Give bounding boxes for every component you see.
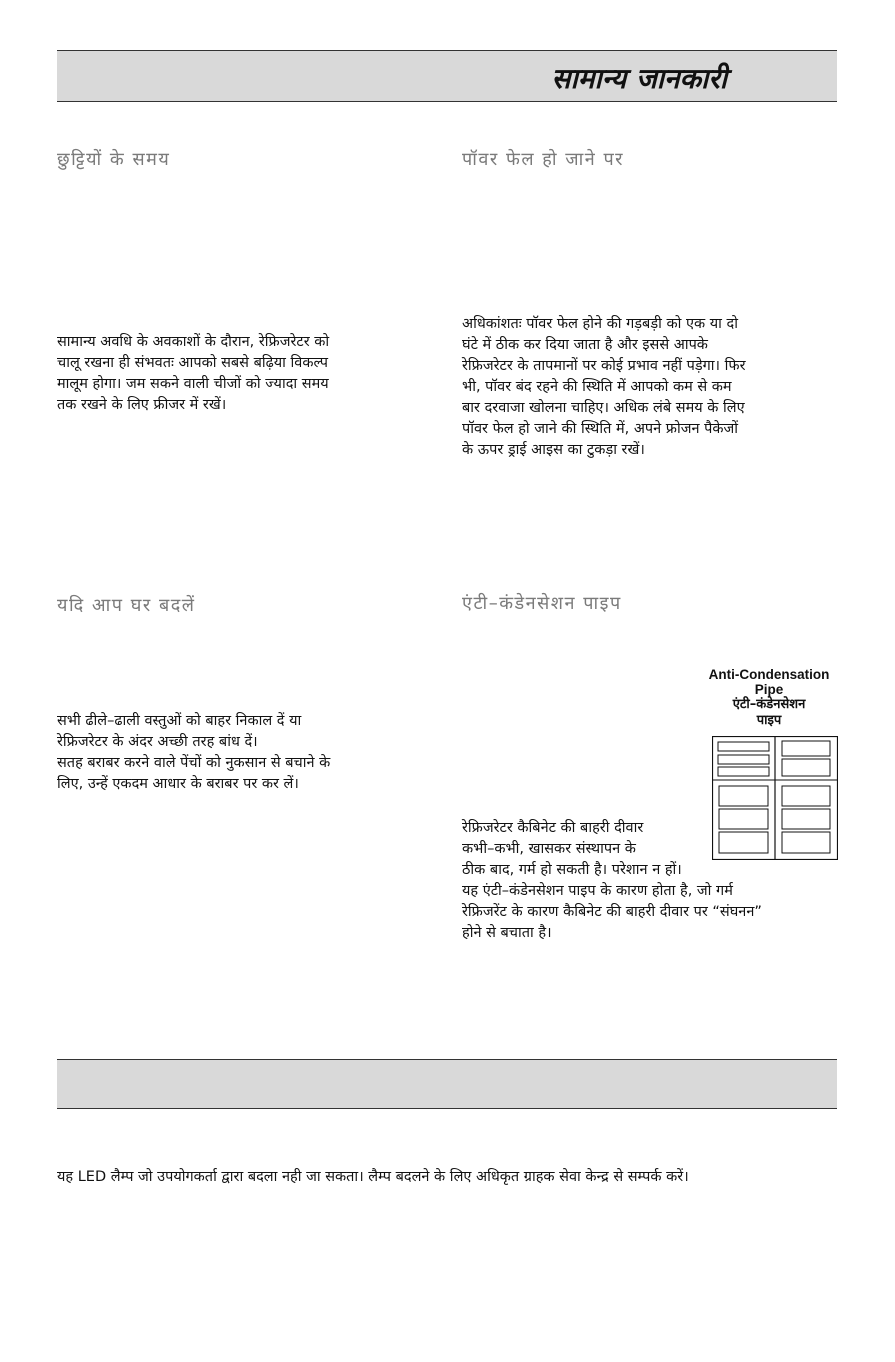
text-line: पॉवर फेल हो जाने की स्थिति में, अपने फ्रोजन पैकेजों bbox=[462, 421, 739, 437]
figure-label-hi: पाइप bbox=[756, 713, 782, 728]
text-line: बार दरवाजा खोलना चाहिए। अधिक लंबे समय के लिए bbox=[462, 400, 745, 416]
page-title: सामान्य जानकारी bbox=[551, 62, 727, 95]
power-failure-heading: पॉवर फेल हो जाने पर bbox=[462, 149, 625, 170]
footer-band bbox=[57, 1059, 837, 1109]
figure-label-en: Anti-Condensation bbox=[708, 667, 830, 682]
text-line: रेफ्रिजरेटर के तापमानों पर कोई प्रभाव नहीं पड़ेगा। फिर bbox=[462, 358, 746, 374]
text-line: कभी–कभी, खासकर संस्थापन के bbox=[462, 841, 636, 857]
text-line: के ऊपर ड्राई आइस का टुकड़ा रखें। bbox=[462, 442, 645, 458]
text-line: होने से बचाता है। bbox=[462, 925, 552, 941]
anti-condensation-paragraph bbox=[462, 818, 837, 944]
figure-label bbox=[694, 667, 844, 729]
text-line: सामान्य अवधि के अवकाशों के दौरान, रेफ्रिजरेटर को bbox=[57, 334, 330, 350]
vacation-paragraph bbox=[57, 332, 403, 416]
text-line: यह एंटी–कंडेनसेशन पाइप के कारण होता है, जो गर्म bbox=[462, 883, 733, 899]
figure-label-en: Pipe bbox=[754, 682, 784, 697]
power-failure-paragraph bbox=[462, 314, 822, 461]
text-line: चालू रखना ही संभवतः आपको सबसे बढ़िया विकल्प bbox=[57, 355, 328, 371]
header-band bbox=[57, 50, 837, 102]
vacation-heading: छुट्टियों के समय bbox=[57, 149, 171, 170]
text-line: सतह बराबर करने वाले पेंचों को नुकसान से बचाने के bbox=[57, 755, 331, 771]
text-line: मालूम होगा। जम सकने वाली चीजों को ज्यादा समय bbox=[57, 376, 329, 392]
moving-paragraph bbox=[57, 711, 403, 795]
text-line: रेफ्रिजरेटर कैबिनेट की बाहरी दीवार bbox=[462, 820, 644, 836]
text-line: लिए, उन्हें एकदम आधार के बराबर पर कर लें। bbox=[57, 776, 299, 792]
text-line: भी, पॉवर बंद रहने की स्थिति में आपको कम से कम bbox=[462, 379, 732, 395]
text-line: अधिकांशतः पॉवर फेल होने की गड़बड़ी को एक या दो bbox=[462, 316, 738, 332]
text-line: ठीक बाद, गर्म हो सकती है। परेशान न हों। bbox=[462, 862, 682, 878]
text-line: सभी ढीले–ढाली वस्तुओं को बाहर निकाल दें या bbox=[57, 713, 302, 729]
text-line: तक रखने के लिए फ्रीजर में रखें। bbox=[57, 397, 227, 413]
figure-label-hi: एंटी–कंडेनसेशन bbox=[732, 697, 806, 712]
led-lamp-note: यह LED लैम्प जो उपयोगकर्ता द्वारा बदला नही जा सकता। लैम्प बदलने के लिए अधिकृत ग्राहक सेवा केन्द्र से सम्पर्क करें। bbox=[57, 1169, 689, 1185]
text-line: रेफ्रिजरेटर के अंदर अच्छी तरह बांध दें। bbox=[57, 734, 258, 750]
anti-condensation-heading: एंटी–कंडेनसेशन पाइप bbox=[462, 593, 622, 614]
text-line: घंटे में ठीक कर दिया जाता है और इससे आपके bbox=[462, 337, 708, 353]
moving-heading: यदि आप घर बदलें bbox=[57, 595, 196, 616]
text-line: रेफ्रिजरेंट के कारण कैबिनेट की बाहरी दीवार पर “संघनन” bbox=[462, 904, 762, 920]
